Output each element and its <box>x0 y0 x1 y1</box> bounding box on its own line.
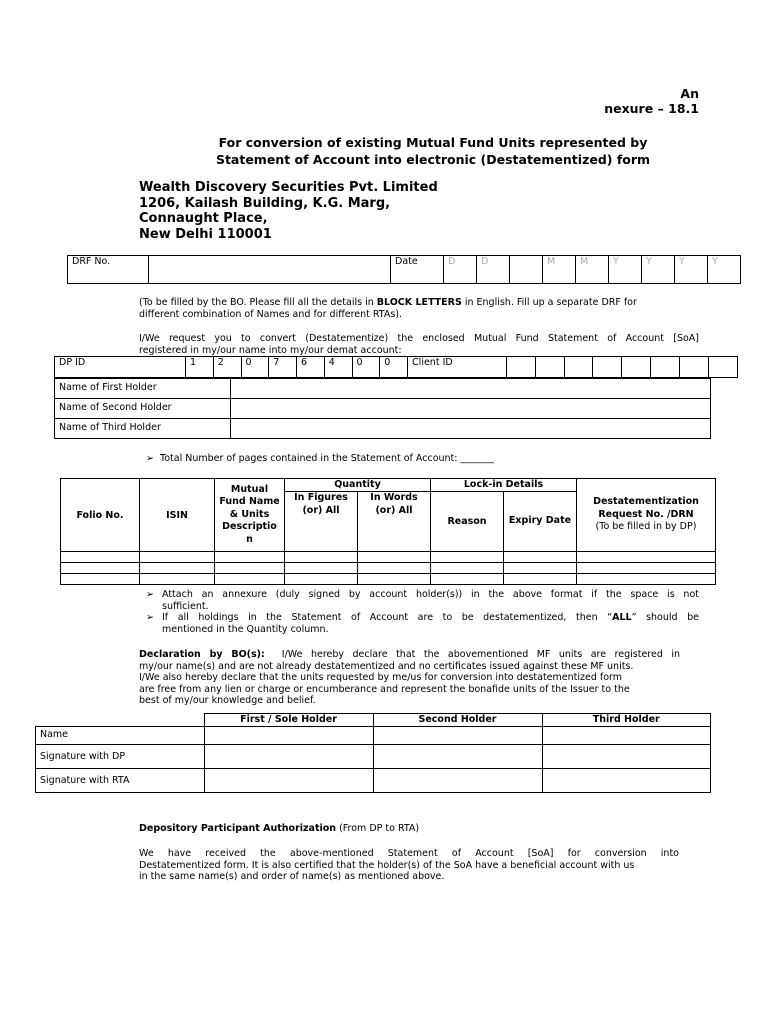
date-label: Date <box>391 256 444 284</box>
table-cell[interactable] <box>358 574 431 585</box>
client-id-digit[interactable] <box>593 357 622 378</box>
table-cell[interactable] <box>61 552 140 563</box>
drf-label: DRF No. <box>68 256 149 284</box>
client-id-digit[interactable] <box>651 357 680 378</box>
form-title: For conversion of existing Mutual Fund Units represented by Statement of Account into electronic (Destatementized) form <box>215 135 651 167</box>
reason-header: Reason <box>431 492 504 552</box>
table-row <box>36 727 711 745</box>
client-id-digit[interactable] <box>622 357 651 378</box>
arrow-bullet-icon: ➢ <box>146 589 154 600</box>
expiry-header: Expiry Date <box>504 492 577 552</box>
client-id-label: Client ID <box>408 357 507 378</box>
table-cell[interactable] <box>215 563 285 574</box>
rta-signature-label: Signature with RTA <box>36 769 205 793</box>
table-cell[interactable] <box>215 552 285 563</box>
signature-cell[interactable] <box>204 745 373 769</box>
first-holder-header: First / Sole Holder <box>204 714 373 727</box>
date-box[interactable]: D <box>444 256 477 284</box>
lockin-header: Lock-in Details <box>431 479 577 492</box>
drf-number-input[interactable] <box>149 256 391 284</box>
second-holder-input[interactable] <box>231 399 711 419</box>
table-cell[interactable] <box>140 574 215 585</box>
client-id-digit[interactable] <box>708 357 737 378</box>
signature-cell[interactable] <box>204 769 373 793</box>
table-cell[interactable] <box>358 552 431 563</box>
dp-id-digit[interactable]: 0 <box>352 357 380 378</box>
dp-id-digit[interactable]: 0 <box>380 357 408 378</box>
dp-id-digit[interactable]: 1 <box>186 357 214 378</box>
table-cell[interactable] <box>504 552 577 563</box>
notes-bullets: ➢ Attach an annexure (duly signed by account holder(s)) in the above format if the space is not sufficient. ➢ If all holdings in the Statement of Account are to be destatementized, then “ALL” should be mentioned in the Quantity column. <box>146 589 699 635</box>
table-cell[interactable] <box>61 574 140 585</box>
first-holder-input[interactable] <box>231 379 711 399</box>
date-box[interactable]: Y <box>609 256 642 284</box>
table-cell[interactable] <box>140 552 215 563</box>
third-holder-input[interactable] <box>231 419 711 439</box>
first-holder-label: Name of First Holder <box>55 379 231 399</box>
mf-name-header: Mutual Fund Name & Units Descriptio n <box>215 479 285 552</box>
company-address: Wealth Discovery Securities Pvt. Limited 1206, Kailash Building, K.G. Marg, Connaught Place, New Delhi 110001 <box>139 180 438 242</box>
name-row-label: Name <box>36 727 205 745</box>
date-box[interactable]: M <box>543 256 576 284</box>
table-cell[interactable] <box>577 563 716 574</box>
destat-header: Destatementization Request No. /DRN (To be filled in by DP) <box>577 479 716 552</box>
table-row <box>61 563 716 574</box>
table-cell[interactable] <box>285 563 358 574</box>
declaration: Declaration by BO(s): I/We hereby declare that the abovementioned MF units are registered in my/our name(s) and are not already destatementized and no certificates issued against these MF units. I/We also hereby declare that the units requested by me/us for conversion into destatementized form are free from any lien or charge or encumberance and represent the bonafide units of the Issuer to the best of my/our knowledge and belief. <box>139 649 681 706</box>
holder-names-table <box>54 378 711 439</box>
dp-signature-label: Signature with DP <box>36 745 205 769</box>
signature-cell[interactable] <box>204 727 373 745</box>
table-cell[interactable] <box>577 552 716 563</box>
table-row <box>36 745 711 769</box>
date-box[interactable]: D <box>477 256 510 284</box>
dp-id-digit[interactable]: 7 <box>269 357 297 378</box>
drf-table <box>67 255 741 284</box>
holdings-table <box>60 478 716 585</box>
folio-header: Folio No. <box>61 479 140 552</box>
table-cell[interactable] <box>358 563 431 574</box>
third-holder-header: Third Holder <box>542 714 711 727</box>
dp-id-digit[interactable]: 6 <box>297 357 325 378</box>
table-cell[interactable] <box>61 563 140 574</box>
dp-id-label: DP ID <box>55 357 186 378</box>
client-id-digit[interactable] <box>535 357 564 378</box>
isin-header: ISIN <box>140 479 215 552</box>
table-cell[interactable] <box>577 574 716 585</box>
signature-cell[interactable] <box>542 727 711 745</box>
arrow-bullet-icon: ➢ <box>146 612 154 623</box>
arrow-bullet-icon: ➢ <box>146 453 154 464</box>
client-id-digit[interactable] <box>564 357 593 378</box>
table-row <box>61 552 716 563</box>
signature-table <box>35 713 711 793</box>
signature-cell[interactable] <box>542 769 711 793</box>
dp-id-digit[interactable]: 4 <box>324 357 352 378</box>
date-box[interactable]: Y <box>642 256 675 284</box>
client-id-digit[interactable] <box>680 357 709 378</box>
in-words-header: In Words (or) All <box>358 492 431 552</box>
dp-id-digit[interactable]: 0 <box>241 357 269 378</box>
fill-instructions: (To be filled by the BO. Please fill all the details in BLOCK LETTERS in English. Fill up a separate DRF for different combination of Names and for different RTAs). <box>139 297 637 320</box>
table-cell[interactable] <box>504 563 577 574</box>
table-cell[interactable] <box>431 552 504 563</box>
table-cell[interactable] <box>431 563 504 574</box>
table-cell[interactable] <box>431 574 504 585</box>
table-cell[interactable] <box>504 574 577 585</box>
annexure-number: An nexure – 18.1 <box>604 86 699 116</box>
table-cell[interactable] <box>215 574 285 585</box>
dp-authorization-text: We have received the above-mentioned Statement of Account [SoA] for conversion into Destatementized form. It is also certified that the holder(s) of the SoA have a beneficial account with us in the same name(s) and order of name(s) as mentioned above. <box>139 848 679 882</box>
in-figures-header: In Figures (or) All <box>285 492 358 552</box>
table-cell[interactable] <box>140 563 215 574</box>
quantity-header: Quantity <box>285 479 431 492</box>
table-row <box>36 769 711 793</box>
second-holder-label: Name of Second Holder <box>55 399 231 419</box>
signature-cell[interactable] <box>373 727 542 745</box>
table-cell[interactable] <box>285 552 358 563</box>
third-holder-label: Name of Third Holder <box>55 419 231 439</box>
second-holder-header: Second Holder <box>373 714 542 727</box>
signature-cell[interactable] <box>542 745 711 769</box>
signature-cell[interactable] <box>373 745 542 769</box>
ids-table <box>54 356 738 378</box>
signature-cell[interactable] <box>373 769 542 793</box>
request-text: I/We request you to convert (Destatementize) the enclosed Mutual Fund Statement of Account [SoA] registered in my/our name into my/our demat account: <box>139 333 699 356</box>
client-id-digit[interactable] <box>506 357 535 378</box>
date-box[interactable]: Y <box>675 256 708 284</box>
dp-authorization-heading: Depository Participant Authorization (From DP to RTA) <box>139 823 420 834</box>
table-cell[interactable] <box>285 574 358 585</box>
pages-bullet: ➢ Total Number of pages contained in the Statement of Account: _______ <box>146 453 494 464</box>
date-box[interactable] <box>510 256 543 284</box>
table-row <box>61 574 716 585</box>
date-box[interactable]: M <box>576 256 609 284</box>
dp-id-digit[interactable]: 2 <box>213 357 241 378</box>
date-box[interactable]: Y <box>708 256 741 284</box>
